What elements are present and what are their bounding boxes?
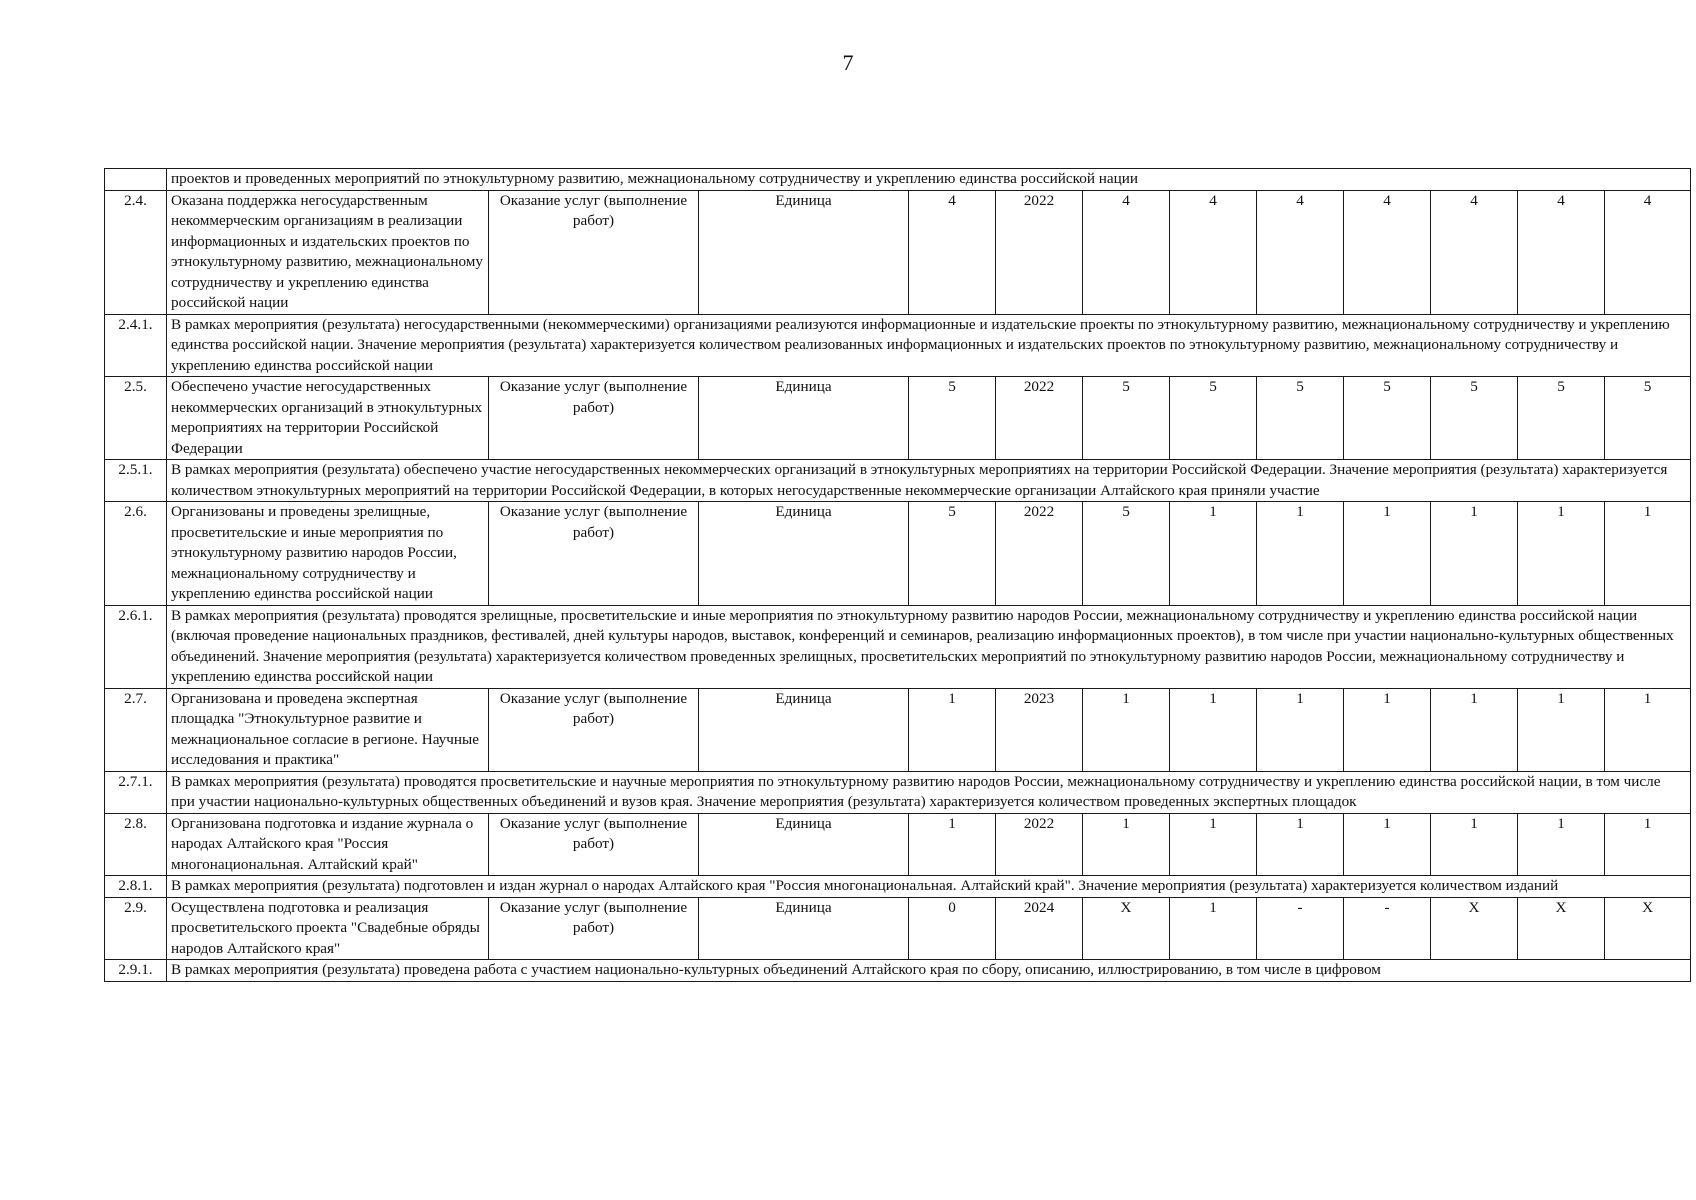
measure-unit: Единица	[699, 502, 909, 606]
year-value: 1	[1257, 813, 1344, 876]
result-description: Организована подготовка и издание журнала о народах Алтайского края "Россия многонациональная. Алтайский край"	[167, 813, 489, 876]
year-value: 1	[1344, 502, 1431, 606]
year-value: 5	[1257, 377, 1344, 460]
year-value: 1	[1170, 502, 1257, 606]
year-value: X	[1605, 897, 1691, 960]
year-value: 1	[1344, 688, 1431, 771]
base-year: 2022	[996, 813, 1083, 876]
table-row	[105, 688, 1691, 771]
blank-cell	[105, 169, 167, 191]
measure-unit: Единица	[699, 688, 909, 771]
measure-unit: Единица	[699, 813, 909, 876]
year-value: 5	[1605, 377, 1691, 460]
note-row	[105, 314, 1691, 377]
base-value: 5	[909, 377, 996, 460]
measure-unit: Единица	[699, 897, 909, 960]
result-description: Организована и проведена экспертная площадка "Этнокультурное развитие и межнациональное согласие в регионе. Научные исследования и практика"	[167, 688, 489, 771]
note-number: 2.5.1.	[105, 460, 167, 502]
results-table	[104, 168, 1691, 982]
note-row	[105, 960, 1691, 982]
year-value: 5	[1344, 377, 1431, 460]
year-value: 4	[1605, 190, 1691, 314]
year-value: 4	[1170, 190, 1257, 314]
table-row	[105, 377, 1691, 460]
year-value: 1	[1170, 688, 1257, 771]
base-value: 1	[909, 688, 996, 771]
note-number: 2.7.1.	[105, 771, 167, 813]
measure-unit: Единица	[699, 190, 909, 314]
row-number: 2.4.	[105, 190, 167, 314]
result-description: Организованы и проведены зрелищные, просветительские и иные мероприятия по этнокультурному развитию народов России, межнациональному сотрудничеству и укреплению единства российской нации	[167, 502, 489, 606]
year-value: 4	[1518, 190, 1605, 314]
row-number: 2.7.	[105, 688, 167, 771]
row-number: 2.6.	[105, 502, 167, 606]
note-text: В рамках мероприятия (результата) проводятся зрелищные, просветительские и иные мероприятия по этнокультурному развитию народов России, межнациональному сотрудничеству и укреплению единства российской нации (включая проведение национальных праздников, фестивалей, дней культуры народов, выставок, конференций и семинаров, реализацию информационных проектов), в том числе при участии национально-культурных общественных объединений. Значение мероприятия (результата) характеризуется количеством проведенных зрелищных, просветительских мероприятий по этнокультурному развитию народов России, межнациональному сотрудничеству и укреплению единства российской нации	[167, 605, 1691, 688]
row-number: 2.8.	[105, 813, 167, 876]
continuation-row	[105, 169, 1691, 191]
base-value: 4	[909, 190, 996, 314]
year-value: 5	[1083, 377, 1170, 460]
table-row	[105, 897, 1691, 960]
result-description: Обеспечено участие негосударственных некоммерческих организаций в этнокультурных мероприятиях на территории Российской Федерации	[167, 377, 489, 460]
table-row	[105, 190, 1691, 314]
year-value: 1	[1257, 688, 1344, 771]
note-text: В рамках мероприятия (результата) обеспечено участие негосударственных некоммерческих организаций в этнокультурных мероприятиях на территории Российской Федерации. Значение мероприятия (результата) характеризуется количеством этнокультурных мероприятий на территории Российской Федерации, в которых негосударственные некоммерческие организации Алтайского края приняли участие	[167, 460, 1691, 502]
year-value: 5	[1431, 377, 1518, 460]
base-year: 2024	[996, 897, 1083, 960]
year-value: 5	[1083, 502, 1170, 606]
row-number: 2.5.	[105, 377, 167, 460]
base-value: 5	[909, 502, 996, 606]
note-text: В рамках мероприятия (результата) проведена работа с участием национально-культурных объединений Алтайского края по сбору, описанию, иллюстрированию, в том числе в цифровом	[167, 960, 1691, 982]
result-type: Оказание услуг (выполнение работ)	[489, 377, 699, 460]
year-value: 4	[1344, 190, 1431, 314]
year-value: 4	[1431, 190, 1518, 314]
note-text: В рамках мероприятия (результата) подготовлен и издан журнал о народах Алтайского края "Россия многонациональная. Алтайский край". Значение мероприятия (результата) характеризуется количеством изданий	[167, 876, 1691, 898]
year-value: 1	[1083, 688, 1170, 771]
base-year: 2022	[996, 502, 1083, 606]
year-value: 1	[1605, 688, 1691, 771]
year-value: 5	[1518, 377, 1605, 460]
year-value: 1	[1170, 897, 1257, 960]
result-type: Оказание услуг (выполнение работ)	[489, 502, 699, 606]
base-year: 2022	[996, 190, 1083, 314]
result-type: Оказание услуг (выполнение работ)	[489, 897, 699, 960]
year-value: 1	[1431, 688, 1518, 771]
year-value: 5	[1170, 377, 1257, 460]
result-type: Оказание услуг (выполнение работ)	[489, 688, 699, 771]
year-value: 1	[1170, 813, 1257, 876]
base-value: 1	[909, 813, 996, 876]
year-value: 1	[1518, 813, 1605, 876]
measure-unit: Единица	[699, 377, 909, 460]
note-number: 2.4.1.	[105, 314, 167, 377]
note-row	[105, 876, 1691, 898]
year-value: 1	[1083, 813, 1170, 876]
year-value: 1	[1431, 813, 1518, 876]
year-value: -	[1257, 897, 1344, 960]
note-row	[105, 771, 1691, 813]
result-type: Оказание услуг (выполнение работ)	[489, 190, 699, 314]
year-value: X	[1518, 897, 1605, 960]
year-value: 4	[1257, 190, 1344, 314]
year-value: 4	[1083, 190, 1170, 314]
year-value: 1	[1431, 502, 1518, 606]
note-row	[105, 460, 1691, 502]
note-row	[105, 605, 1691, 688]
year-value: X	[1431, 897, 1518, 960]
year-value: 1	[1344, 813, 1431, 876]
base-year: 2022	[996, 377, 1083, 460]
year-value: -	[1344, 897, 1431, 960]
year-value: 1	[1518, 502, 1605, 606]
note-number: 2.9.1.	[105, 960, 167, 982]
page-number: 7	[842, 50, 854, 75]
result-description: Оказана поддержка негосударственным некоммерческим организациям в реализации информационных и издательских проектов по этнокультурному развитию, межнациональному сотрудничеству и укреплению единства российской нации	[167, 190, 489, 314]
note-number: 2.8.1.	[105, 876, 167, 898]
result-description: Осуществлена подготовка и реализация просветительского проекта "Свадебные обряды народов Алтайского края"	[167, 897, 489, 960]
note-text: В рамках мероприятия (результата) проводятся просветительские и научные мероприятия по этнокультурному развитию народов России, межнациональному сотрудничеству и укреплению единства российской нации, в том числе при участии национально-культурных общественных объединений и вузов края. Значение мероприятия (результата) характеризуется количеством проведенных экспертных площадок	[167, 771, 1691, 813]
row-number: 2.9.	[105, 897, 167, 960]
note-text: В рамках мероприятия (результата) негосударственными (некоммерческими) организациями реализуются информационные и издательские проекты по этнокультурному развитию, межнациональному сотрудничеству и укреплению единства российской нации. Значение мероприятия (результата) характеризуется количеством реализованных информационных и издательских проектов по этнокультурному развитию, межнациональному сотрудничеству и укреплению единства российской нации	[167, 314, 1691, 377]
base-value: 0	[909, 897, 996, 960]
continuation-text: проектов и проведенных мероприятий по этнокультурному развитию, межнациональному сотрудничеству и укреплению единства российской нации	[167, 169, 1691, 191]
year-value: 1	[1605, 813, 1691, 876]
year-value: 1	[1518, 688, 1605, 771]
result-type: Оказание услуг (выполнение работ)	[489, 813, 699, 876]
note-number: 2.6.1.	[105, 605, 167, 688]
year-value: X	[1083, 897, 1170, 960]
table-row	[105, 813, 1691, 876]
year-value: 1	[1257, 502, 1344, 606]
year-value: 1	[1605, 502, 1691, 606]
table-row	[105, 502, 1691, 606]
base-year: 2023	[996, 688, 1083, 771]
